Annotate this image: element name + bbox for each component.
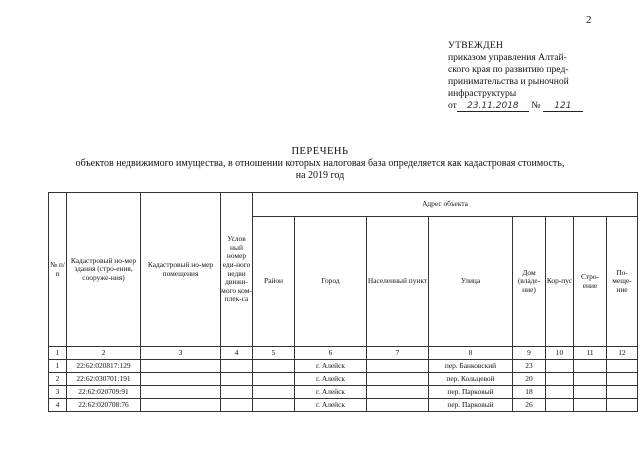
cell-korpus <box>546 386 574 399</box>
cell-house: 23 <box>513 360 546 373</box>
table-row <box>49 386 638 399</box>
cell-cond <box>221 386 253 399</box>
cell-room <box>141 373 221 386</box>
column-number: 7 <box>367 347 429 360</box>
table-body <box>49 360 638 412</box>
cell-num: 1 <box>49 360 67 373</box>
cell-room <box>141 399 221 412</box>
cell-cond <box>221 373 253 386</box>
header-stroenie: Стро-ение <box>574 217 607 347</box>
approval-date-line <box>448 100 638 112</box>
header-cadastral-room: Кадастровый но-мер помещения <box>141 193 221 347</box>
document-subtitle-year: на 2019 год <box>295 170 345 181</box>
approval-line: приказом управления Алтай- <box>448 52 567 63</box>
cell-settlement <box>367 360 429 373</box>
cell-city: г. Алейск <box>295 399 367 412</box>
column-number: 1 <box>49 347 67 360</box>
property-table <box>48 192 638 412</box>
header-cadastral-building: Кадастровый но-мер здания (стро-ения, сооруже-ния) <box>67 193 141 347</box>
cell-cad: 22:62:020708:76 <box>67 399 141 412</box>
column-number: 5 <box>253 347 295 360</box>
column-number: 12 <box>607 347 638 360</box>
column-number: 4 <box>221 347 253 360</box>
column-number: 11 <box>574 347 607 360</box>
cell-stroenie <box>574 399 607 412</box>
table-row <box>49 399 638 412</box>
header-row-group <box>49 193 638 217</box>
cell-room <box>141 386 221 399</box>
cell-settlement <box>367 373 429 386</box>
approval-line: инфраструктуры <box>448 88 517 99</box>
approval-line: ского края по развитию пред- <box>448 64 569 75</box>
cell-house: 20 <box>513 373 546 386</box>
header-settlement: Населенный пункт <box>367 217 429 347</box>
cell-city: г. Алейск <box>295 360 367 373</box>
approval-heading: УТВЕЖДЕН <box>448 40 504 51</box>
header-street: Улица <box>429 217 513 347</box>
cell-street: пер. Парковый <box>429 386 513 399</box>
header-conditional-number: Услов ный номер еди-ного недви движи-мого ком-плек-са <box>221 193 253 347</box>
document-title: ПЕРЕЧЕНЬ <box>291 146 349 157</box>
cell-house: 18 <box>513 386 546 399</box>
column-number: 9 <box>513 347 546 360</box>
cell-street: пер. Банковский <box>429 360 513 373</box>
cell-premises <box>607 373 638 386</box>
column-number-row <box>49 347 638 360</box>
cell-num: 3 <box>49 386 67 399</box>
cell-city: г. Алейск <box>295 373 367 386</box>
cell-stroenie <box>574 373 607 386</box>
approval-number: 121 <box>543 101 583 112</box>
cell-premises <box>607 360 638 373</box>
header-address-group: Адрес объекта <box>253 193 638 217</box>
cell-settlement <box>367 386 429 399</box>
cell-premises <box>607 399 638 412</box>
header-num: № п/п <box>49 193 67 347</box>
cell-korpus <box>546 360 574 373</box>
cell-district <box>253 373 295 386</box>
cell-num: 4 <box>49 399 67 412</box>
page-number: 2 <box>586 14 592 26</box>
cell-korpus <box>546 399 574 412</box>
header-city: Город <box>295 217 367 347</box>
cell-cond <box>221 360 253 373</box>
cell-district <box>253 399 295 412</box>
header-korpus: Кор-пус <box>546 217 574 347</box>
cell-num: 2 <box>49 373 67 386</box>
approval-date: 23.11.2018 <box>457 101 529 112</box>
cell-cond <box>221 399 253 412</box>
number-prefix: № <box>531 100 541 111</box>
cell-premises <box>607 386 638 399</box>
table-row <box>49 360 638 373</box>
column-number: 10 <box>546 347 574 360</box>
document-subtitle: объектов недвижимого имущества, в отношении которых налоговая база определяется как кадастровая стоимость, <box>75 158 565 169</box>
approval-block <box>448 40 638 112</box>
table-row <box>49 373 638 386</box>
cell-district <box>253 360 295 373</box>
date-prefix: от <box>448 100 457 111</box>
header-district: Район <box>253 217 295 347</box>
cell-stroenie <box>574 360 607 373</box>
header-house: Дом (владе-ние) <box>513 217 546 347</box>
cell-district <box>253 386 295 399</box>
header-premises: По-меще-ние <box>607 217 638 347</box>
cell-room <box>141 360 221 373</box>
cell-stroenie <box>574 386 607 399</box>
cell-korpus <box>546 373 574 386</box>
cell-cad: 22:62:020709:91 <box>67 386 141 399</box>
cell-street: пер. Парковый <box>429 399 513 412</box>
column-number: 2 <box>67 347 141 360</box>
cell-city: г. Алейск <box>295 386 367 399</box>
approval-line: принимательства и рыночной <box>448 76 569 87</box>
column-number: 8 <box>429 347 513 360</box>
column-number: 6 <box>295 347 367 360</box>
cell-settlement <box>367 399 429 412</box>
cell-street: пер. Кольцевой <box>429 373 513 386</box>
column-number: 3 <box>141 347 221 360</box>
cell-cad: 22:62:020817:129 <box>67 360 141 373</box>
cell-house: 26 <box>513 399 546 412</box>
cell-cad: 22:62:030701:191 <box>67 373 141 386</box>
